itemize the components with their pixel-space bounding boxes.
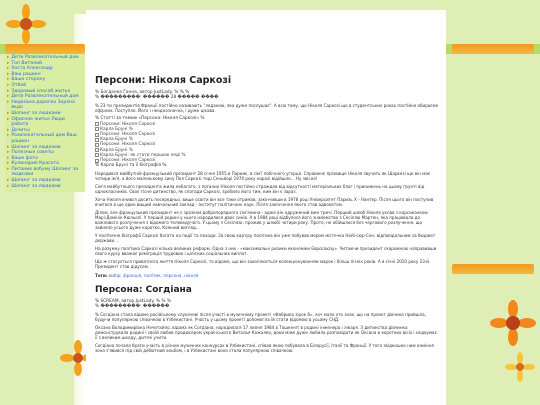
arrow-icon: ▸ bbox=[7, 127, 10, 133]
post-title[interactable]: Персони: Ніколя Саркозі bbox=[95, 75, 232, 86]
arrow-icon: ▸ bbox=[7, 99, 10, 105]
sidebar-item-label: Развлекательный дом Ваш рацион bbox=[11, 133, 77, 144]
post-tags bbox=[95, 273, 440, 278]
image-caption: Персони: Ніколя Саркозі bbox=[100, 121, 156, 127]
post-meta: % SCREAM, автор JustLady. % % % bbox=[95, 298, 171, 304]
left-sidebar bbox=[5, 44, 85, 214]
arrow-icon: ▸ bbox=[7, 88, 10, 94]
sidebar-item[interactable] bbox=[5, 117, 85, 128]
image-caption: Карла Бруні % bbox=[100, 147, 133, 153]
post-paragraph: Ділом, але французький президент не є зразком добропорядного сім'янина - адже він одружений вже тричі. Перший шлюб Ніколя уклав з корсиканкою Марі-Домінік Кюльолі. У першій родині у нього народилися двоє синів. А в 1984 році відбулося його знайомство з Сесіллю Мартен, яка працювала до важливого розлучення з відомого телеведучого. У цьому з Сесілією, прожив у шлюбі чотири року. Проте, не обійшлося без чергового розлучення, що зайняло усього дуже коротко, Кожний вигляд... bbox=[95, 210, 428, 231]
post-meta: % Богданка Ганна, автор JustLady. % % % bbox=[95, 90, 190, 95]
sidebar-item-label: Здоровый способ житья bbox=[11, 88, 70, 94]
sidebar-item-label: Шопинг за людками bbox=[11, 110, 61, 116]
sidebar-item-label: Дети Развлекательный дом bbox=[11, 55, 79, 60]
post-paragraph: Народився майбутній французький президент 28 січня 1955 в Парижі, в сім'ї побічного угорця. Справжнє прізвище Ніколя звучить як Шаркезі ще він має чотири ім'я, а його маленькому сину Пол Саркозі тоді Сеньйорі 1970 року наразі відійшло... Ну звісно! bbox=[95, 171, 431, 182]
sidebar-item[interactable] bbox=[5, 100, 85, 111]
sidebar-item[interactable] bbox=[5, 133, 85, 144]
image-caption: Карла Бруні % bbox=[100, 126, 133, 132]
image-footer: % Карла Бруні та її біографія % bbox=[95, 163, 167, 169]
post-paragraph: Согдіана почала брати участь в різних музичних конкурсах в Узбекистані, співав якою побувала в Білорусії, Італії та Франції. У того звідкошно ним каміння зона з'явився під свій дебютний альбом, і в Узбекистані вона стала популярною співачкою. bbox=[95, 343, 434, 354]
broken-image-icon bbox=[95, 148, 99, 152]
right-sidebar bbox=[452, 44, 534, 74]
related-caption: % Статті за темою «Персона: Ніколя Саркозі» % bbox=[95, 116, 205, 122]
sidebar-item-label: Ваш рацион bbox=[11, 71, 41, 77]
sidebar-item-label: Хоста Александр bbox=[11, 66, 53, 72]
content-area bbox=[95, 75, 440, 356]
image-caption: Персони: Ніколя Саркозі bbox=[100, 158, 156, 164]
broken-image-icon bbox=[95, 127, 99, 131]
sidebar-item-label: Кулинария Красота bbox=[11, 161, 59, 167]
sidebar-item-label: Ваше фото bbox=[11, 155, 38, 161]
flower-decoration-icon bbox=[490, 300, 536, 346]
sidebar-item[interactable] bbox=[5, 167, 85, 178]
post-paragraph: Що ж стосується приватного життя Ніколя Саркозі, то відомо, що він захоплюється колекціонуванням марок і більш пізніх років. А в січні 2010 року 23-й Президент став дідусем. bbox=[95, 259, 429, 270]
post-date: % ���������: ������ 28 ����� ���� bbox=[95, 95, 219, 101]
broken-image-icon bbox=[95, 122, 99, 126]
arrow-icon: ▸ bbox=[7, 150, 10, 156]
arrow-icon: ▸ bbox=[7, 71, 10, 77]
image-caption: Персони: Ніколя Саркозі bbox=[100, 142, 156, 148]
sidebar-item-label: Дети Развлекательный дом bbox=[11, 94, 79, 100]
sidebar-item-label: Полезные советы bbox=[11, 150, 54, 156]
sidebar-item-label: Отбой bbox=[11, 82, 27, 88]
sidebar-item-label: Офисное житье Люди работа bbox=[11, 116, 65, 128]
arrow-icon: ▸ bbox=[7, 116, 10, 122]
post-paragraph: Оксана Володимирівна Нечитайло, відома як Согдіана, народилася 17 липня 1984 в Ташкенті в родині інженера і лікаря. З дитинства дівчинка демонструвала родині і своїй любов продюсером українського Виталья Кожалко, доки мамі дуже любила розповідати як Оксана в коротких вісіх і недоумах її з великим шкоду, дитячі учити. bbox=[95, 325, 437, 341]
sidebar-item-label: Шопинг за людками bbox=[11, 144, 61, 150]
post-paragraph: Сім'я майбутнього президента жила небагато, з поганих Ніколя постійно страждав від відсутності матеріальних благ і принижень на цьому ґрунті від однокласників. Своє тісне дитинство, як спогади Саркозі, зробило його тим, ким він є зараз. bbox=[95, 184, 425, 195]
broken-image-icon bbox=[95, 138, 99, 142]
arrow-icon: ▸ bbox=[7, 110, 10, 116]
arrow-icon: ▸ bbox=[7, 178, 10, 184]
sidebar-item-label: Неделька дорогих Зоряна вкде bbox=[11, 99, 75, 111]
image-caption: Карла Бруні % bbox=[100, 137, 133, 143]
sidebar-item-label: Дочиты bbox=[11, 127, 30, 133]
flower-decoration-icon bbox=[6, 4, 46, 44]
post-date: % ���������: ������ bbox=[95, 303, 170, 309]
sidebar-item-label: Ваше сторону bbox=[11, 77, 46, 83]
sidebar-item[interactable] bbox=[5, 184, 85, 190]
sidebar-menu bbox=[5, 54, 85, 192]
arrow-icon: ▸ bbox=[7, 77, 10, 83]
arrow-icon: ▸ bbox=[7, 155, 10, 161]
sidebar-header bbox=[5, 44, 85, 54]
broken-image-icon bbox=[95, 133, 99, 137]
arrow-icon: ▸ bbox=[7, 183, 10, 189]
sidebar-header bbox=[452, 44, 534, 54]
tags-label: Теги: bbox=[95, 273, 108, 279]
post-paragraph: Хоча Ніколя вчився досить посередньо, вище освіти він все таки отримав, закінчивши в 1978 році Університет Паризь X - Нантер. Після цього він поступив вчитися в ще один вищий навчальний заклад - Інститут політичних наук. Після закінчення якого став адвокатом. bbox=[95, 197, 434, 208]
image-caption: Персони: Ніколя Саркозі bbox=[100, 132, 156, 138]
sidebar-item-label: Питание вобуму Шопинг за людками bbox=[11, 166, 79, 178]
post-title[interactable]: Персона: Согдіана bbox=[95, 284, 192, 295]
arrow-icon: ▸ bbox=[7, 133, 10, 139]
sidebar-header bbox=[452, 264, 534, 274]
post-intro: % 23-ти президентів Франції постійно називають "леданою, яка дуже послушає". А всю тому, що Ніколя Саркозі що в студентських роках постійно обираєме офірних. Поступло. Його і неоднозначна, і дуже цікава. bbox=[95, 103, 439, 114]
sidebar-item-label: Шопинг за людками bbox=[11, 183, 61, 189]
arrow-icon: ▸ bbox=[7, 66, 10, 72]
arrow-icon: ▸ bbox=[7, 161, 10, 167]
post-paragraph: У політичне біографії Саркозі багата на події та походи. За свою кар'єру політика він уже побував мером містечка Нейї-сюр-Сен, відповідальним за бюджет держави... bbox=[95, 233, 436, 244]
arrow-icon: ▸ bbox=[7, 166, 10, 172]
arrow-icon: ▸ bbox=[7, 144, 10, 150]
arrow-icon: ▸ bbox=[7, 82, 10, 88]
arrow-icon: ▸ bbox=[7, 94, 10, 100]
arrow-icon: ▸ bbox=[7, 60, 10, 66]
tags-links[interactable]: вибір, франція, політик, персона, ніколя bbox=[108, 273, 199, 279]
post-paragraph: На разумну політика Саркозі кілька великих реформ. Одна з них - «максимальні ризики економіки Євросоюзу». Читаючи президент скоромною направивши свого курсу вважає реміграція трудових і цілісних соціальних виплат. bbox=[95, 246, 437, 257]
broken-image-icon bbox=[95, 143, 99, 147]
image-caption: Карла Бруні: як стати першою леді % bbox=[100, 152, 186, 158]
sidebar-item-label: Топ Виталий bbox=[11, 60, 42, 66]
sidebar-item-label: Шопинг за людками bbox=[11, 178, 61, 184]
post-intro: % Согдіана стала відомо російському слухачеві після участі в музичному проекті «Фабрика зірок 6», хоч мало хто знає, що на проект дівчина прийшла, будучи популярною співачкою в Узбекистані. Участь у цьому проекті допомогла їй стати відомою в усьому СНД. bbox=[95, 312, 426, 323]
arrow-icon: ▸ bbox=[7, 55, 10, 60]
broken-image-icon bbox=[95, 153, 99, 157]
flower-decoration-icon bbox=[505, 352, 535, 382]
